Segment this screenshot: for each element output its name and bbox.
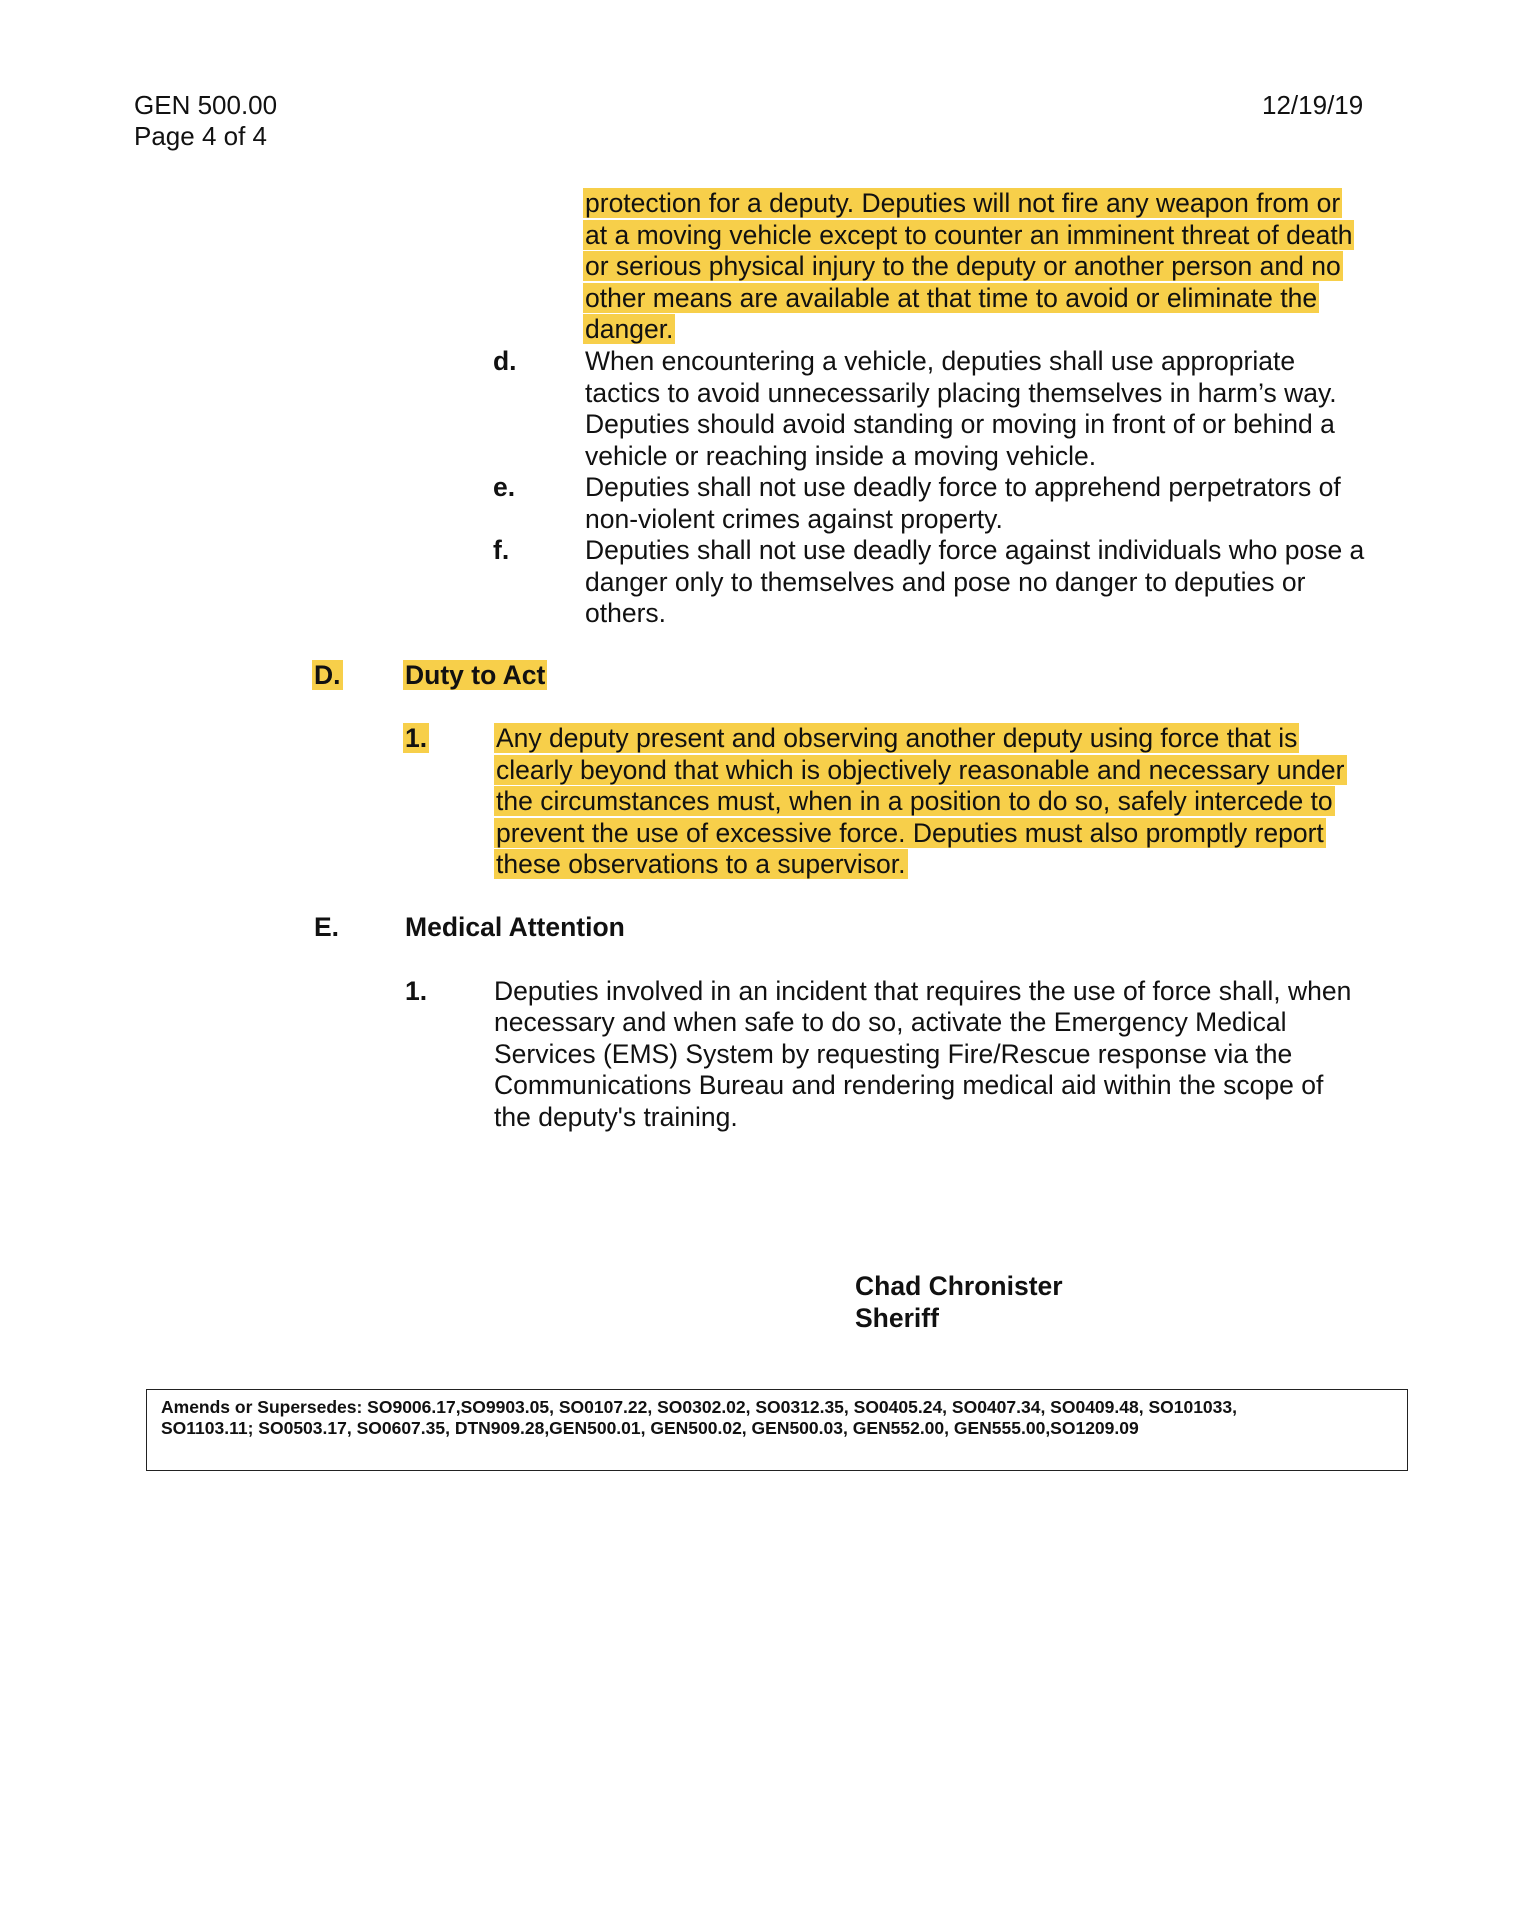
- list-item-line: Deputies shall not use deadly force against individuals who pose a: [585, 535, 1365, 565]
- list-item-line: Deputies shall not use deadly force to apprehend perpetrators of: [585, 472, 1341, 502]
- amends-line-2: SO1103.11; SO0503.17, SO0607.35, DTN909.28,GEN500.01, GEN500.02, GEN500.03, GEN552.00, GEN555.00,SO1209.09: [161, 1418, 1139, 1438]
- section-line: Communications Bureau and rendering medical aid within the scope of: [494, 1070, 1324, 1100]
- section-line: Any deputy present and observing another deputy using force that is: [496, 723, 1298, 753]
- continuation-line: at a moving vehicle except to counter an imminent threat of death: [585, 220, 1353, 250]
- list-item-line: non-violent crimes against property.: [585, 504, 1003, 534]
- section-line: these observations to a supervisor.: [496, 849, 906, 879]
- list-item-line: Deputies should avoid standing or moving in front of or behind a: [585, 409, 1335, 439]
- section-line: Deputies involved in an incident that requires the use of force shall, when: [494, 976, 1352, 1006]
- continuation-line: danger.: [585, 314, 674, 344]
- list-item-line: danger only to themselves and pose no danger to deputies or: [585, 567, 1306, 597]
- list-item-line: others.: [585, 598, 667, 628]
- doc-number: GEN 500.00: [134, 90, 278, 120]
- list-item-line: vehicle or reaching inside a moving vehicle.: [585, 441, 1097, 471]
- continuation-line: other means are available at that time to avoid or eliminate the: [585, 283, 1318, 313]
- amends-box: [146, 1389, 1408, 1471]
- list-item-line: When encountering a vehicle, deputies shall use appropriate: [585, 346, 1296, 376]
- list-marker: f.: [493, 535, 510, 565]
- continuation-line: or serious physical injury to the deputy or another person and no: [585, 251, 1341, 281]
- section-line: necessary and when safe to do so, activate the Emergency Medical: [494, 1007, 1287, 1037]
- section-line: the circumstances must, when in a position to do so, safely intercede to: [496, 786, 1333, 816]
- list-item-line: tactics to avoid unnecessarily placing themselves in harm’s way.: [585, 378, 1337, 408]
- section-line: clearly beyond that which is objectively reasonable and necessary under: [496, 755, 1345, 785]
- section-title: Duty to Act: [405, 660, 546, 690]
- section-line: the deputy's training.: [494, 1102, 738, 1132]
- amends-line-1: Amends or Supersedes: SO9006.17,SO9903.05, SO0107.22, SO0302.02, SO0312.35, SO0405.24, SO0407.34, SO0409.48, SO101033,: [161, 1397, 1237, 1417]
- continuation-line: protection for a deputy. Deputies will not fire any weapon from or: [585, 188, 1341, 218]
- section-title: Medical Attention: [405, 912, 625, 942]
- section-item-marker: 1.: [405, 723, 428, 753]
- section-item-marker: 1.: [405, 976, 428, 1006]
- signer-title: Sheriff: [855, 1303, 939, 1333]
- section-letter: D.: [314, 660, 341, 690]
- doc-date: 12/19/19: [1262, 90, 1364, 120]
- list-marker: e.: [493, 472, 516, 502]
- section-line: Services (EMS) System by requesting Fire/Rescue response via the: [494, 1039, 1293, 1069]
- signer-name: Chad Chronister: [855, 1271, 1063, 1301]
- page-number: Page 4 of 4: [134, 121, 267, 151]
- section-letter: E.: [314, 912, 340, 942]
- section-line: prevent the use of excessive force. Deputies must also promptly report: [496, 818, 1324, 848]
- list-marker: d.: [493, 346, 517, 376]
